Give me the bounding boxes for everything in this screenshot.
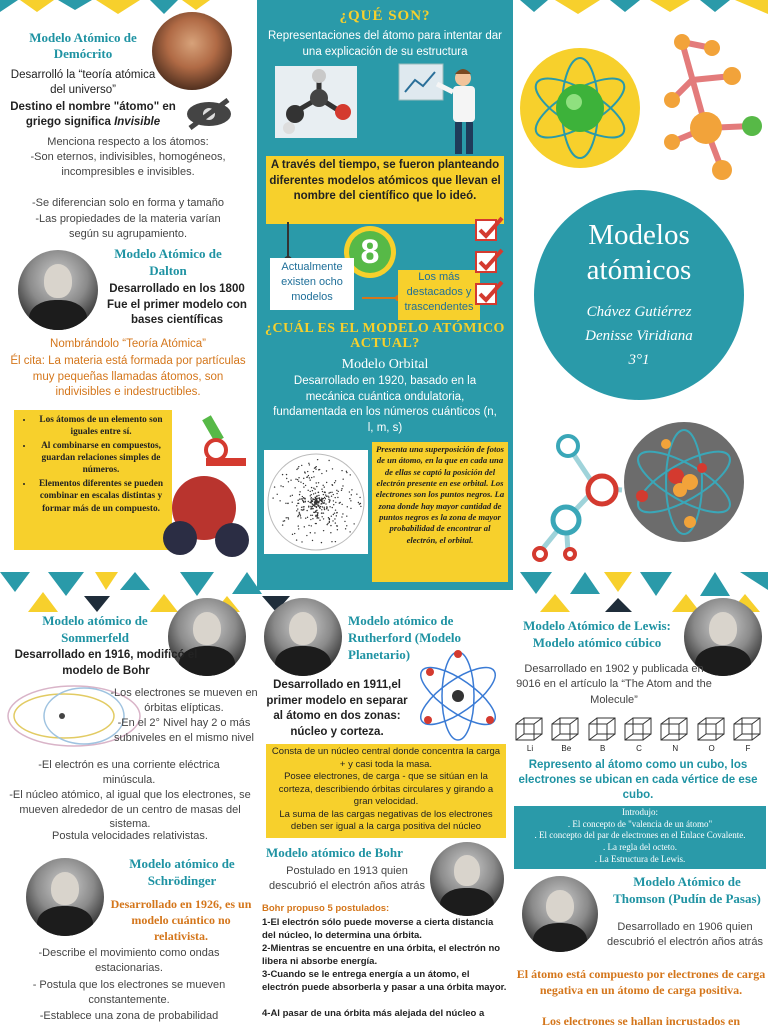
number-eight: 8 xyxy=(349,231,391,273)
sommerfeld-line-1: -Los electrones se mueven en órbitas elípticas. xyxy=(110,687,258,714)
democrito-line-2a: Destino el nombre "átomo" en griego significa xyxy=(10,101,176,128)
actual-text: Desarrollado en 1920, basado en la mecánica cuántica ondulatoria, fundamentada en los números cuánticos (n, l, m, s) xyxy=(273,375,497,434)
atom-illustration-1 xyxy=(520,48,640,168)
lewis-cube-label: F xyxy=(745,744,751,753)
orbital-box: Presenta una superposición de fotos de un átomo, en la que en cada una de ellas se captó la posición del electrón presente en ese orbital. Los electrones son los puntos negros. La zona donde hay mayor cantidad de puntos negros es la zona de mayor probabilidad de encontrar al electrón, el orbital. xyxy=(372,442,508,582)
dalton-line-2: Él cita: La materia está formada por partículas muy pequeñas llamadas átomos, son indivisibles e indestructibles. xyxy=(10,355,246,399)
lewis-cube xyxy=(514,716,546,756)
sommerfeld-title: Modelo atómico de Sommerfeld xyxy=(42,613,148,645)
thomson-title: Modelo Atómico de Thomson (Pudín de Pasas) xyxy=(613,874,761,906)
lewis-cube-label: N xyxy=(672,744,679,753)
lewis-text: Desarrollado en 1902 y publicada en 9016 en el artículo la “The Atom and the Molecule” xyxy=(516,663,712,706)
lewis-cube-label: O xyxy=(708,744,715,753)
dalton-illustration xyxy=(160,412,256,560)
dalton-bullet: • Los átomos de un elemento son iguales entre sí. xyxy=(34,414,168,438)
schrodinger-title: Modelo atómico de Schrödinger xyxy=(129,856,235,888)
lewis-title: Modelo Atómico de Lewis: Modelo atómico cúbico xyxy=(523,618,671,650)
que-son-title: ¿QUÉ SON? xyxy=(339,8,431,24)
lewis-cube-label: Be xyxy=(561,744,572,753)
lewis-cube-label: C xyxy=(636,744,642,753)
lewis-box-3: . La regla del octeto. xyxy=(603,842,677,853)
lewis-cubes xyxy=(514,716,764,756)
orbital-illustration xyxy=(264,450,368,554)
cover-author-2: Denisse Viridiana xyxy=(585,328,693,344)
destacados-box: Los más destacados y trascendentes xyxy=(398,270,480,320)
lewis-cube-label: B xyxy=(599,744,606,753)
dalton-line-1: Nombrándolo “Teoría Atómica” xyxy=(50,338,206,350)
bohr-text: Postulado en 1913 quien descubrió el electrón años atrás xyxy=(269,865,425,892)
bohr-line-4: 4-Al pasar de una órbita más alejada del núcleo a xyxy=(262,1008,485,1019)
thomson-text: Desarrollado en 1906 quien descubrió el electrón años atrás xyxy=(604,920,766,949)
atom-illustration-2 xyxy=(624,422,744,542)
molecule-illustration-2 xyxy=(652,30,764,182)
actualmente-box: Actualmente existen ocho modelos xyxy=(270,258,354,310)
schrodinger-text: Desarrollado en 1926, es un modelo cuántico no relativista. xyxy=(110,897,252,944)
lewis-cube xyxy=(550,716,582,756)
sommerfeld-line-4: -El núcleo atómico, al igual que los electrones, se mueven alrededor de un centro de masas del sistema. xyxy=(9,789,251,831)
lewis-box-4: . La Estructura de Lewis. xyxy=(594,853,686,864)
bohr-line-1: 1-El electrón sólo puede moverse a cierta distancia del núcleo, lo determina una órbita. xyxy=(262,917,494,941)
democrito-portrait xyxy=(152,12,232,90)
schrodinger-line-3: -Establece una zona de probabilidad xyxy=(39,1010,219,1022)
molecule-illustration-3 xyxy=(526,432,630,568)
actual-subtitle: Modelo Orbital xyxy=(341,357,429,372)
thomson-line-1: El átomo está compuesto por electrones de carga negativa en un átomo de carga positiva. xyxy=(516,967,766,998)
rutherford-atom xyxy=(410,650,506,742)
democrito-line-2 xyxy=(8,100,178,130)
actual-title: ¿CUÁL ES EL MODELO ATÓMICO ACTUAL? xyxy=(265,321,505,351)
cover-author-1: Chávez Gutiérrez xyxy=(586,304,692,320)
rutherford-box-1: Consta de un núcleo central donde concentra la carga + y casi toda la masa. xyxy=(271,746,501,770)
dalton-bullets xyxy=(14,410,172,550)
thomson-line-2: Los electrones se hallan incrustados en xyxy=(541,1014,741,1028)
sommerfeld-line-5: Postula velocidades relativistas. xyxy=(52,830,208,842)
bohr-line-0: Bohr propuso 5 postulados: xyxy=(262,903,390,914)
schrodinger-line-2: - Postula que los electrones se mueven constantemente. xyxy=(32,979,226,1006)
democrito-line-3: Menciona respecto a los átomos: xyxy=(47,136,209,148)
scientist-illustration xyxy=(397,62,489,158)
schrodinger-line-1: -Describe el movimiento como ondas estacionarias. xyxy=(38,947,220,974)
lewis-box-1: . El concepto de "valencia de un átomo" xyxy=(567,818,713,829)
dalton-bullet: • Elementos diferentes se pueden combinar en escalas distintas y formar más de un compuesto. xyxy=(34,478,168,514)
bohr-title: Modelo atómico de Bohr xyxy=(266,845,403,860)
rutherford-text: Desarrollado en 1911,el primer modelo en separar al átomo en dos zonas: núcleo y corteza. xyxy=(266,679,408,738)
lewis-box-2: . El concepto del par de electrones en el Enlace Covalente. xyxy=(534,830,746,841)
molecule-illustration xyxy=(275,66,357,138)
thomson-portrait xyxy=(522,876,598,952)
sommerfeld-line-2: -En el 2° Nivel hay 2 o más subniveles en el mismo nivel xyxy=(113,717,254,744)
democrito-line-1: Desarrolló la “teoría atómica del universo” xyxy=(10,69,156,96)
rutherford-portrait xyxy=(264,598,342,676)
democrito-invisible: Invisible xyxy=(114,115,161,128)
dalton-bullet: • Al combinarse en compuestos, guardan relaciones simples de números. xyxy=(34,440,168,476)
bohr-line-2: 2-Mientras se encuentre en una órbita, el electrón no libera ni absorbe energía. xyxy=(262,943,501,967)
cover-group: 3°1 xyxy=(628,352,650,368)
democrito-line-6: -Las propiedades de la materia varían según su agrupamiento. xyxy=(35,213,221,240)
lewis-cube xyxy=(696,716,728,756)
rutherford-box xyxy=(266,744,506,838)
lewis-cube-label: Li xyxy=(526,744,534,753)
democrito-title: Modelo Atómico de Demócrito xyxy=(29,30,137,62)
sommerfeld-line-3: -El electrón es una corriente eléctrica minúscula. xyxy=(38,759,220,786)
timeline-box: A través del tiempo, se fueron planteando diferentes modelos atómicos que llevan el nombre del científico que lo ideó. xyxy=(266,156,504,224)
democrito-line-5: -Se diferencian solo en forma y tamaño xyxy=(32,197,224,209)
lewis-box-title: Introdujo: xyxy=(622,807,658,817)
check-icons xyxy=(472,216,506,308)
dalton-title: Modelo Atómico de Dalton xyxy=(114,246,222,278)
lewis-cube xyxy=(623,716,655,756)
sommerfeld-text: Desarrollado en 1916, modificó el modelo de Bohr xyxy=(14,649,198,677)
rutherford-box-3: La suma de las cargas negativas de los electrones deben ser igual a la carga positiva del núcleo xyxy=(279,808,493,833)
bohr-line-3: 3-Cuando se le entrega energía a un átomo, el electrón puede absorberla y pasar a una órbita mayor. xyxy=(262,969,507,993)
rutherford-box-2: Posee electrones, de carga - que se sitúan en la corteza, describiendo órbitas circulares y girando a gran velocidad. xyxy=(278,771,494,808)
lewis-line-1: Represento al átomo como un cubo, los electrones se ubican en cada vértice de ese cubo. xyxy=(518,759,758,802)
lewis-cube xyxy=(659,716,691,756)
dalton-text: Desarrollado en los 1800 Fue el primer modelo con bases científicas xyxy=(107,283,247,327)
schrodinger-portrait xyxy=(26,858,104,936)
democrito-line-4: -Son eternos, indivisibles, homogéneos, incompresibles e invisibles. xyxy=(30,151,226,178)
rutherford-title: Modelo atómico de Rutherford (Modelo Planetario) xyxy=(348,613,462,662)
que-son-text: Representaciones del átomo para intentar dar una explicación de su estructura xyxy=(268,30,502,58)
eye-slash-icon xyxy=(184,98,234,130)
lewis-cube xyxy=(732,716,764,756)
cover-title: Modelos atómicos xyxy=(586,219,692,286)
dalton-portrait xyxy=(18,250,98,330)
lewis-cube xyxy=(587,716,619,756)
lewis-box xyxy=(514,806,766,869)
